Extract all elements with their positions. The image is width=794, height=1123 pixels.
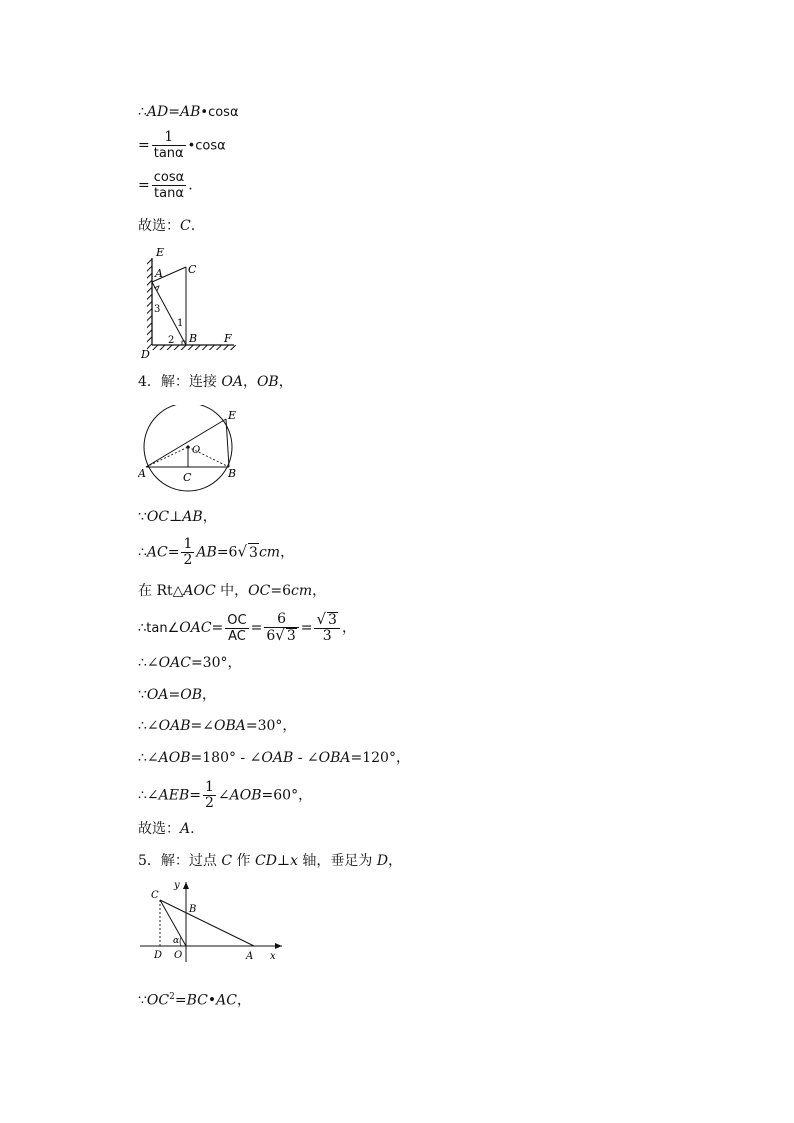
eq-sign: = xyxy=(167,544,180,561)
eq-fraction-line-1 xyxy=(138,130,226,161)
therefore-symbol: ∴∠ xyxy=(138,750,159,766)
label-e: E xyxy=(156,246,165,259)
angle-label-3: 3 xyxy=(154,304,161,315)
numerator: √ 3 xyxy=(314,612,339,629)
angle-name: OAB xyxy=(261,750,294,766)
eq-term: =30°， xyxy=(190,655,242,671)
therefore-symbol: ∴ xyxy=(138,104,147,120)
angle-name: AOB xyxy=(158,750,191,766)
label-b: B xyxy=(228,467,237,480)
eq-sign: = xyxy=(211,620,224,636)
eq-sign: = xyxy=(189,787,201,804)
answer-line-3 xyxy=(138,217,195,235)
eq-fraction-line-2 xyxy=(138,170,193,201)
radicand: 3 xyxy=(328,612,337,628)
label-c: C xyxy=(183,471,192,484)
eq-term: =6 xyxy=(270,583,291,599)
coordinate-figure xyxy=(136,878,286,964)
coefficient: 6 xyxy=(266,628,276,644)
step-ac-length: ∴AC= $\frac{1}{2}$ AB=6√ 3cm， xyxy=(138,536,295,568)
label-o: O xyxy=(174,950,183,961)
heading-text: 作 xyxy=(232,853,255,869)
statement: OC⊥AB xyxy=(146,509,203,525)
label-b: B xyxy=(189,904,197,915)
statement: CD⊥x xyxy=(254,853,298,869)
eq-term: =60°， xyxy=(261,787,313,804)
step-oa-ob xyxy=(138,686,216,704)
segment-label: OA xyxy=(221,374,243,390)
angle-alpha-arc xyxy=(180,937,181,946)
eq-term: =6 xyxy=(216,544,238,561)
angle-name: AEB xyxy=(158,787,190,804)
label-c: C xyxy=(188,263,197,276)
segment-label: OB xyxy=(256,374,279,390)
denominator: 2 xyxy=(183,552,193,568)
eq-term: =∠ xyxy=(190,718,214,734)
comma: ， xyxy=(312,583,327,599)
label-d: D xyxy=(154,950,163,961)
eq-term: - ∠ xyxy=(293,750,319,766)
step-oc-squared xyxy=(138,988,251,1010)
angle-name: OAB xyxy=(158,718,191,734)
comma: ， xyxy=(388,853,403,869)
eq-term: =30°， xyxy=(245,718,297,734)
radicand: 3 xyxy=(286,628,296,644)
label-a: A xyxy=(138,467,146,480)
numerator: cosα xyxy=(153,170,185,185)
fraction xyxy=(264,612,298,644)
radicand: 3 xyxy=(249,544,258,561)
angle-label-2: 2 xyxy=(168,335,175,346)
answer-label: 故选： xyxy=(138,821,180,837)
radius-oa xyxy=(146,447,188,467)
label-y: y xyxy=(174,880,180,891)
circle-figure xyxy=(138,405,243,497)
period: . xyxy=(190,218,196,234)
label-e: E xyxy=(228,409,237,422)
unit: cm xyxy=(291,583,313,599)
eq-sign: = xyxy=(250,620,263,636)
y-axis-arrow xyxy=(183,882,189,889)
point-label: D xyxy=(376,853,389,869)
period: . xyxy=(188,177,193,194)
heading-text: 4．解：连接 xyxy=(138,374,222,390)
statement: ∴tan∠ xyxy=(138,621,180,636)
wall-hatching xyxy=(147,258,152,350)
angle-name: OAC xyxy=(158,655,191,671)
eq-term: =180° - ∠ xyxy=(190,750,262,766)
eq-term: AB xyxy=(196,544,217,561)
label-x: x xyxy=(270,951,276,962)
heading-text: 5．解：过点 xyxy=(138,853,222,869)
numerator: 1 xyxy=(205,779,214,795)
comma: ， xyxy=(242,374,257,390)
step-tan xyxy=(138,612,356,644)
answer-label: 故选： xyxy=(138,218,180,234)
eq-ad-line xyxy=(138,103,239,122)
fraction xyxy=(225,613,248,644)
fraction xyxy=(203,780,216,811)
period: . xyxy=(190,821,195,837)
eq-term: AD xyxy=(146,104,169,120)
chord-eb xyxy=(226,419,229,467)
problem-5-heading xyxy=(138,852,402,870)
eq-sign: = xyxy=(168,104,180,120)
fraction xyxy=(152,130,186,161)
fraction xyxy=(152,170,186,201)
comma: ， xyxy=(202,509,217,525)
comma: ， xyxy=(278,374,293,390)
therefore-symbol: ∴∠ xyxy=(138,655,159,671)
eq-sign: = xyxy=(300,620,313,636)
exponent: 2 xyxy=(169,992,175,1002)
denominator: 3 xyxy=(322,628,332,644)
step-angle-aob xyxy=(138,749,410,767)
eq-sign: = xyxy=(138,177,150,194)
segment-label: OC xyxy=(248,583,271,599)
label-alpha: α xyxy=(173,936,180,946)
comma: ， xyxy=(280,544,295,561)
angle-name: AOB xyxy=(229,787,262,804)
comma: ， xyxy=(236,992,251,1009)
x-axis-arrow xyxy=(275,943,282,949)
answer-choice: A xyxy=(180,821,191,837)
unit: cm xyxy=(258,544,281,561)
step-angle-oac xyxy=(138,654,242,672)
heading-text: 轴，垂足为 xyxy=(297,853,377,869)
statement: OA=OB xyxy=(146,687,203,703)
eq-term: •cosα xyxy=(200,105,239,120)
numerator: 1 xyxy=(183,536,193,552)
fraction xyxy=(314,612,339,644)
therefore-symbol: ∴∠ xyxy=(138,718,159,734)
numerator: OC xyxy=(227,612,247,628)
eq-term: ∠ xyxy=(217,787,230,804)
angle-name: OBA xyxy=(214,718,246,734)
answer-choice: C xyxy=(180,218,191,234)
ladder-wall-figure xyxy=(138,244,243,359)
label-a: A xyxy=(155,267,163,280)
label-f: F xyxy=(224,332,232,345)
because-symbol: ∵ xyxy=(138,992,147,1009)
label-c: C xyxy=(151,890,159,901)
statement: =BC•AC xyxy=(174,992,237,1009)
angle-name: OBA xyxy=(318,750,351,766)
triangle-name: AOC xyxy=(183,583,216,599)
ground-hatching xyxy=(152,345,236,350)
denominator: 6√ 3 xyxy=(266,626,296,644)
step-angle-aeb xyxy=(138,780,312,811)
because-symbol: ∵ xyxy=(138,509,147,525)
denominator: AC xyxy=(228,628,246,644)
numerator: 1 xyxy=(152,130,186,146)
eq-sign: = xyxy=(138,137,150,154)
point-label: C xyxy=(221,853,233,869)
label-b: B xyxy=(189,332,198,345)
eq-term: =120°， xyxy=(350,750,410,766)
comma: ， xyxy=(341,620,356,636)
step-perpendicular xyxy=(138,508,217,526)
angle-name: OAC xyxy=(179,620,212,636)
because-symbol: ∵ xyxy=(138,687,147,703)
eq-term: •cosα xyxy=(187,138,226,154)
statement: 中， xyxy=(215,583,249,599)
eq-term: AB xyxy=(180,104,201,120)
denominator: tanα xyxy=(154,186,184,201)
statement: 在 Rt△ xyxy=(138,583,184,599)
eq-term: AC xyxy=(146,544,168,561)
segment-label: OC xyxy=(146,992,170,1009)
label-o: O xyxy=(192,445,201,456)
denominator: tanα xyxy=(153,146,184,161)
therefore-symbol: ∴∠ xyxy=(138,787,159,804)
angle-label-1: 1 xyxy=(177,318,184,329)
step-base-angles xyxy=(138,717,296,735)
therefore-symbol: ∴ xyxy=(138,544,147,561)
fraction xyxy=(181,537,194,568)
comma: ， xyxy=(202,687,217,703)
denominator: 2 xyxy=(205,795,214,811)
label-d: D xyxy=(141,348,150,359)
numerator: 6 xyxy=(264,612,298,628)
answer-line-4 xyxy=(138,820,195,838)
center-point xyxy=(186,445,189,448)
label-a: A xyxy=(246,951,254,962)
problem-4-heading xyxy=(138,373,293,391)
step-right-triangle xyxy=(138,582,326,600)
